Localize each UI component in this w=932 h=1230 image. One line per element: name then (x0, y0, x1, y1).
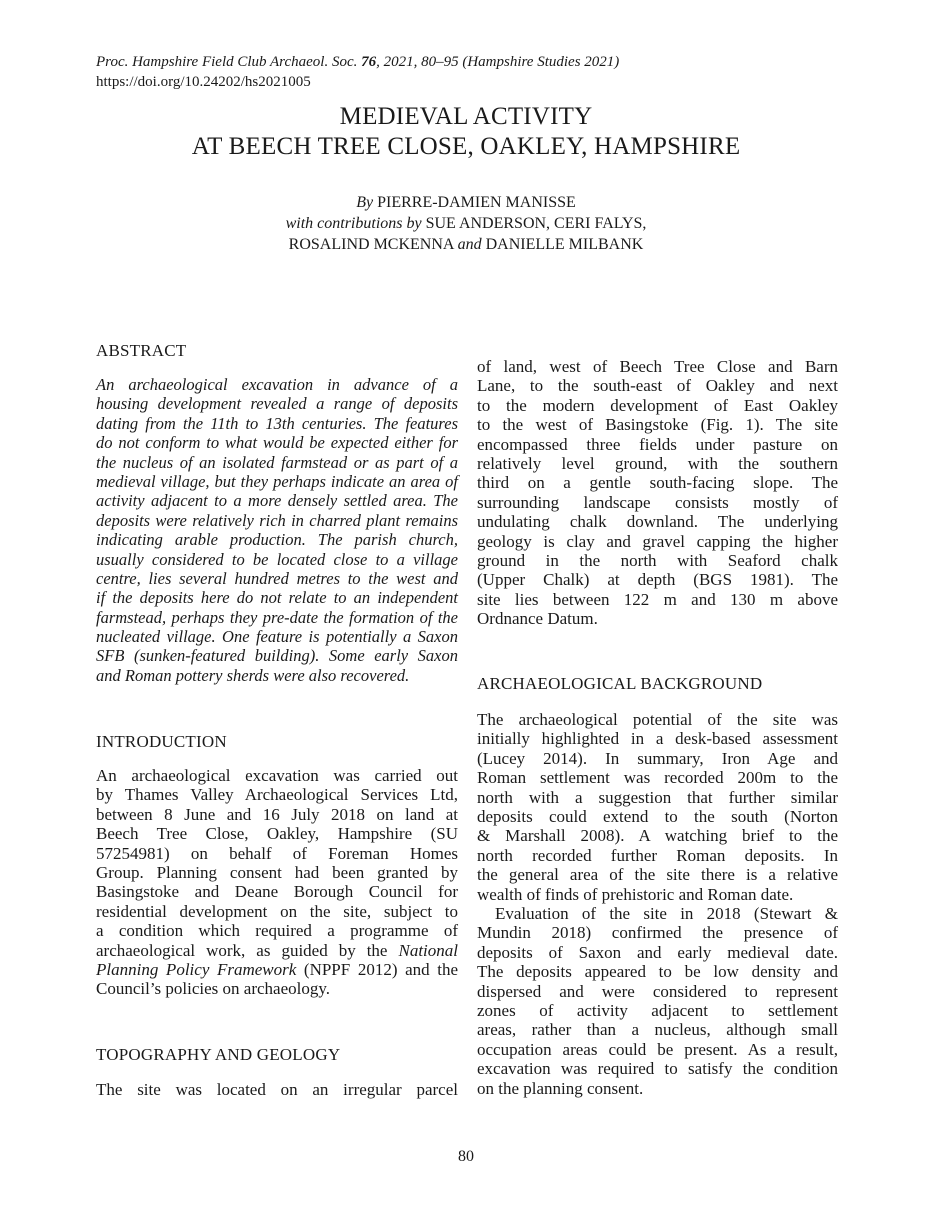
text-line: site lies between 122 m and 130 m above (477, 589, 838, 609)
text-line: Roman settlement was recorded 200m to the (477, 768, 838, 788)
citation-prefix: Proc. Hampshire Field Club Archaeol. Soc. (96, 54, 358, 70)
topography-first-line (96, 1080, 458, 1099)
background-paragraph-2 (477, 904, 838, 1098)
text-line: Evaluation of the site in 2018 (Stewart & (495, 904, 838, 923)
text-line: dispersed and were considered to represent (477, 981, 838, 1001)
text-line: areas, rather than a nucleus, although small (477, 1020, 838, 1040)
doi-link[interactable]: https://doi.org/10.24202/hs2021005 (96, 74, 311, 90)
text-line: (Upper Chalk) at depth (BGS 1981). The (477, 570, 838, 590)
text-line: indicating arable production. The parish church, (96, 530, 458, 550)
and-label: and (457, 236, 482, 253)
text-line: by Thames Valley Archaeological Services Ltd, (96, 785, 458, 805)
text-line: relatively level ground, with the southern (477, 453, 838, 473)
page-number: 80 (458, 1148, 474, 1165)
text-line: initially highlighted in a desk-based assessment (477, 729, 838, 749)
abstract-heading: ABSTRACT (96, 341, 187, 360)
author-line-3 (0, 234, 932, 255)
text-line: to the modern development of East Oakley (477, 395, 838, 415)
contributors-2b: DANIELLE MILBANK (485, 236, 644, 253)
author-block (0, 192, 932, 255)
author-line-1 (0, 192, 932, 213)
topography-heading: TOPOGRAPHY AND GEOLOGY (96, 1045, 341, 1064)
text-line: deposits could extend to the south (Norton (477, 806, 838, 826)
abstract-text (96, 375, 458, 685)
text-line: do not conform to what would be expected either for (96, 433, 458, 453)
introduction-text (96, 766, 458, 999)
text-line: An archaeological excavation was carried out (96, 766, 458, 785)
line-text: (NPPF 2012) and the (303, 959, 459, 979)
text-line: nucleated village. One feature is potentially a Saxon (96, 627, 458, 647)
text-line: Basingstoke and Deane Borough Council for (96, 882, 458, 902)
text-line: housing development revealed a range of deposits (96, 394, 458, 414)
contributors-1: SUE ANDERSON, CERI FALYS, (425, 215, 647, 232)
text-line: Ordnance Datum. (477, 609, 598, 629)
title-line-1: MEDIEVAL ACTIVITY (339, 103, 593, 130)
text-line: Lane, to the south-east of Oakley and next (477, 376, 838, 396)
text-line: wealth of finds of prehistoric and Roman date. (477, 884, 794, 904)
text-line: The site was located on an irregular parcel (96, 1080, 458, 1099)
text-line: undulating chalk downland. The underlying (477, 512, 838, 532)
text-line: SFB (sunken-featured building). Some early Saxon (96, 646, 458, 666)
background-heading: ARCHAEOLOGICAL BACKGROUND (477, 674, 763, 693)
article-title (0, 102, 932, 162)
text-line: encompassed three fields under pasture on (477, 434, 838, 454)
italic-term: National (398, 940, 458, 960)
journal-citation (96, 52, 619, 72)
text-line: An archaeological excavation in advance of a (96, 375, 458, 394)
text-line (96, 960, 458, 979)
text-line: 57254981) on behalf of Foreman Homes (96, 843, 458, 863)
text-line: surrounding landscape consists mostly of (477, 492, 838, 512)
text-line: geology is clay and gravel capping the higher (477, 531, 838, 551)
introduction-heading: INTRODUCTION (96, 732, 227, 751)
text-line: deposits were relatively rich in charred plant remains (96, 510, 458, 530)
title-line-2: AT BEECH TREE CLOSE, OAKLEY, HAMPSHIRE (191, 133, 741, 160)
text-line: The deposits appeared to be low density and (477, 962, 838, 982)
text-line: a condition which required a programme of (96, 921, 458, 941)
text-line: residential development on the site, subject to (96, 901, 458, 921)
text-line: and Roman pottery sherds were also recovered. (96, 665, 410, 685)
text-line: of land, west of Beech Tree Close and Barn (477, 357, 838, 376)
text-line: medieval village, but they perhaps indicate an area of (96, 471, 458, 491)
text-line: dating from the 11th to 13th centuries. The features (96, 413, 458, 433)
text-line: north with a suggestion that further similar (477, 787, 838, 807)
text-line: farmstead, perhaps they pre-date the formation of the (96, 607, 458, 627)
text-line: deposits of Saxon and early medieval date. (477, 942, 838, 962)
text-line: Beech Tree Close, Oakley, Hampshire (SU (96, 824, 458, 844)
text-line: Mundin 2018) confirmed the presence of (477, 923, 838, 943)
topography-text (477, 357, 838, 628)
text-line: ground in the north with Seaford chalk (477, 550, 838, 570)
contributors-2a: ROSALIND MCKENNA (288, 236, 454, 253)
author-line-2 (0, 213, 932, 234)
contributions-label: with contributions by (285, 215, 422, 232)
text-line: excavation was required to satisfy the condition (477, 1059, 838, 1079)
text-line: between 8 June and 16 July 2018 on land at (96, 804, 458, 824)
text-line: on the planning consent. (477, 1078, 644, 1098)
text-line: & Marshall 2008). A watching brief to the (477, 826, 838, 846)
text-line: (Lucey 2014). In summary, Iron Age and (477, 748, 838, 768)
text-line: north recorded further Roman deposits. In (477, 845, 838, 865)
text-line: the general area of the site there is a relative (477, 865, 838, 885)
text-line: occupation areas could be present. As a result, (477, 1039, 838, 1059)
text-line: the nucleus of an isolated farmstead or as part of a (96, 452, 458, 472)
by-label: By (356, 194, 374, 211)
citation-suffix: , 2021, 80–95 (Hampshire Studies 2021) (376, 54, 620, 70)
background-paragraph-1 (477, 710, 838, 904)
text-line: The archaeological potential of the site was (477, 710, 838, 729)
text-line: Council’s policies on archaeology. (96, 979, 331, 999)
line-text: archaeological work, as guided by the (96, 940, 388, 960)
citation-volume: 76 (361, 54, 377, 70)
italic-term: Planning Policy Framework (96, 959, 297, 979)
text-line: if the deposits here do not relate to an independent (96, 588, 458, 608)
text-line: Group. Planning consent had been granted by (96, 862, 458, 882)
text-line: zones of activity adjacent to settlement (477, 1000, 838, 1020)
text-line: to the west of Basingstoke (Fig. 1). The site (477, 415, 838, 435)
text-line: activity adjacent to a more densely settled area. The (96, 491, 458, 511)
text-line: usually considered to be located close to a village (96, 549, 458, 569)
text-line: third on a gentle south-facing slope. The (477, 473, 838, 493)
text-line: centre, lies several hundred metres to the west and (96, 568, 458, 588)
main-author: PIERRE-DAMIEN MANISSE (377, 194, 576, 211)
text-line (96, 941, 458, 960)
